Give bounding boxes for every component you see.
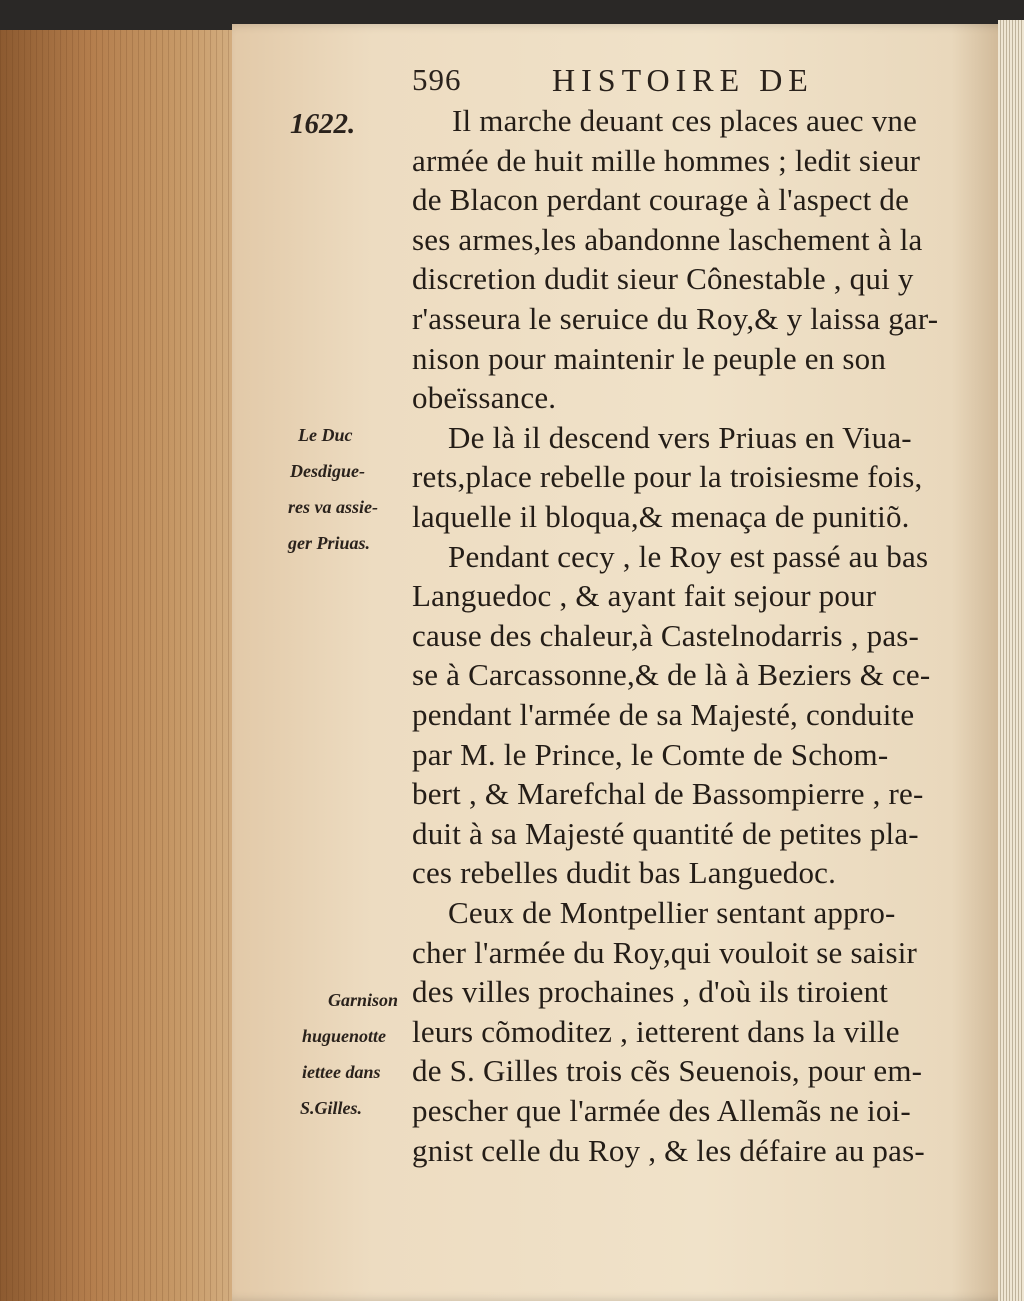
text-line: obeïssance. [412, 380, 557, 415]
text-line: laquelle il bloqua,& menaça de punitiõ. [412, 499, 910, 534]
text-line: Ceux de Montpellier sentant appro- [448, 895, 896, 930]
text-line: ces rebelles dudit bas Languedoc. [412, 855, 837, 890]
text-line: armée de huit mille hommes ; ledit sieur [412, 143, 921, 178]
text-line: pendant l'armée de sa Majesté, conduite [412, 697, 915, 732]
page-header [412, 62, 932, 98]
margin-note-line: Desdigue- [290, 461, 365, 481]
margin-note-line: Garnison [328, 990, 399, 1010]
text-line: gnist celle du Roy , & les défaire au pas- [412, 1133, 925, 1168]
text-line: discretion dudit sieur Cônestable , qui y [412, 261, 914, 296]
running-title: HISTOIRE DE [552, 62, 814, 98]
margin-note-line: S.Gilles. [300, 1098, 363, 1118]
text-line: rets,place rebelle pour la troisiesme fois, [412, 459, 923, 494]
text-line: cher l'armée du Roy,qui vouloit se saisir [412, 935, 918, 970]
text-line: de S. Gilles trois cẽs Seuenois, pour em- [412, 1053, 923, 1088]
text-line: de Blacon perdant courage à l'aspect de [412, 182, 910, 217]
margin-note-line: Le Duc [298, 425, 353, 445]
year-margin-note: 1622. [290, 108, 356, 140]
text-line: Il marche deuant ces places auec vne [452, 103, 918, 138]
text-line: cause des chaleur,à Castelnodarris , pas- [412, 618, 920, 653]
text-line: Pendant cecy , le Roy est passé au bas [448, 539, 929, 574]
text-line: leurs cõmoditez , ietterent dans la ville [412, 1014, 900, 1049]
text-line: pescher que l'armée des Allemãs ne ioi- [412, 1093, 911, 1128]
text-line: Languedoc , & ayant fait sejour pour [412, 578, 877, 613]
margin-note-line: iettee dans [302, 1062, 381, 1082]
margin-note-line: huguenotte [302, 1026, 387, 1046]
text-line: ses armes,les abandonne laschement à la [412, 222, 923, 257]
text-line: bert , & Marefchal de Bassompierre , re- [412, 776, 924, 811]
text-line: se à Carcassonne,& de là à Beziers & ce- [412, 657, 931, 692]
text-line: De là il descend vers Priuas en Viua- [448, 420, 912, 455]
margin-note-line: ger Priuas. [288, 533, 371, 553]
text-line: par M. le Prince, le Comte de Schom- [412, 737, 889, 772]
text-line: r'asseura le seruice du Roy,& y laissa gar- [412, 301, 939, 336]
page-number: 596 [412, 62, 462, 97]
margin-note-line: res va assie- [288, 497, 378, 517]
text-line: des villes prochaines , d'où ils tiroient [412, 974, 889, 1009]
text-line: nison pour maintenir le peuple en son [412, 341, 887, 376]
text-line: duit à sa Majesté quantité de petites pla- [412, 816, 919, 851]
book-page-edges [0, 30, 260, 1301]
